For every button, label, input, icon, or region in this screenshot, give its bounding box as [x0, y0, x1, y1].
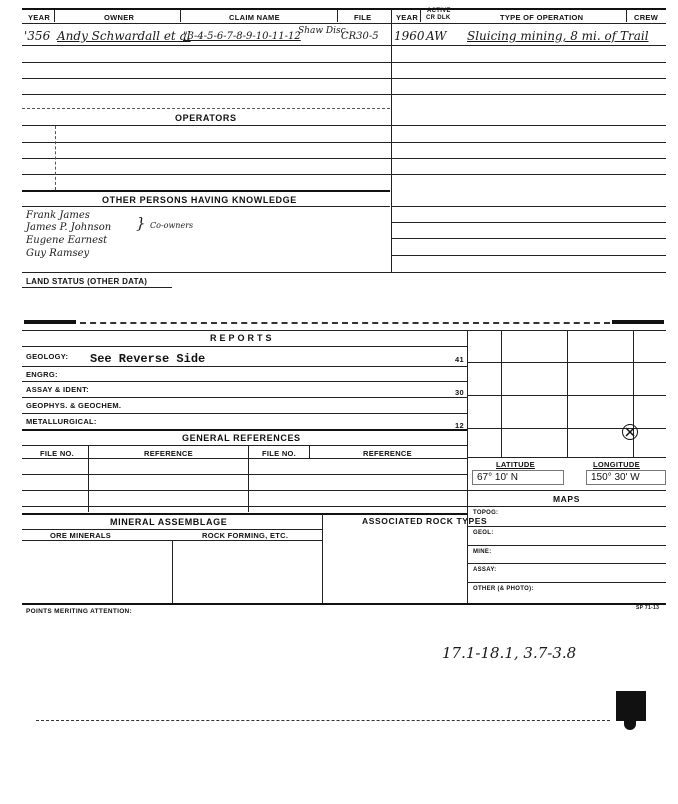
- geology-label: GEOLOGY:: [26, 352, 69, 361]
- row-line: [468, 563, 666, 564]
- row-line: [22, 206, 390, 207]
- land-status-label: LAND STATUS (OTHER DATA): [26, 277, 148, 286]
- row-line: [22, 366, 467, 367]
- divider: [337, 10, 338, 22]
- longitude-value: 150° 30' W: [586, 470, 666, 485]
- co-owners-note: Co-owners: [150, 221, 194, 230]
- entry-claims: "3-4-5-6-7-8-9-10-11-12: [183, 31, 301, 42]
- main-vertical-divider: [391, 10, 392, 272]
- row-line: [22, 94, 666, 95]
- ref-col-file-no: FILE NO.: [40, 449, 75, 458]
- brace-glyph: }: [136, 214, 146, 232]
- row-line: [22, 474, 467, 475]
- bottom-dashed-line: [36, 720, 610, 721]
- engrg-label: ENGRG:: [26, 370, 58, 379]
- person-name: James P. Johnson: [26, 222, 112, 233]
- scale-number: 12: [455, 421, 464, 430]
- section-line: [22, 190, 390, 192]
- maps-assay-label: ASSAY:: [473, 567, 497, 573]
- row-line: [468, 490, 666, 491]
- smudge-mark: [24, 320, 76, 324]
- grid-bottom-line: [468, 457, 666, 458]
- assay-ident-label: ASSAY & IDENT:: [26, 385, 89, 394]
- points-handwritten-note: 17.1-18.1, 3.7-3.8: [442, 644, 577, 662]
- general-references-title: GENERAL REFERENCES: [182, 433, 301, 443]
- maps-mine-label: MINE:: [473, 549, 492, 555]
- associated-rock-types-title: ASSOCIATED ROCK TYPES: [362, 516, 488, 526]
- bottom-line: [22, 603, 666, 605]
- person-name: Frank James: [26, 210, 90, 221]
- scale-number: 41: [455, 355, 464, 364]
- ref-col-file-no-2: FILE NO.: [262, 449, 297, 458]
- metallurgical-label: METALLURGICAL:: [26, 417, 97, 426]
- row-line: [22, 506, 467, 507]
- divider: [626, 10, 627, 22]
- entry-claim-note: Shaw Disc.: [298, 26, 349, 36]
- person-name: Guy Ramsey: [26, 248, 90, 259]
- row-line: [22, 158, 666, 159]
- operators-title: OPERATORS: [175, 113, 237, 123]
- row-line: [468, 582, 666, 583]
- row-line: [22, 529, 322, 530]
- section-line: [22, 513, 467, 515]
- row-line: [392, 222, 666, 223]
- grid-line: [468, 395, 666, 396]
- ref-divider: [309, 446, 310, 458]
- row-line: [22, 413, 467, 414]
- entry-operation: Sluicing mining, 8 mi. of Trail: [467, 29, 649, 43]
- col-header-cr-dlk: CR DLK: [426, 15, 451, 21]
- person-name: Eugene Earnest: [26, 235, 108, 246]
- ref-divider: [88, 446, 89, 512]
- row-line: [22, 78, 666, 79]
- row-line: [22, 490, 467, 491]
- row-line: [22, 174, 666, 175]
- divider: [180, 10, 181, 22]
- mineral-divider: [172, 540, 173, 603]
- col-header-year2: YEAR: [396, 13, 419, 22]
- ore-minerals-col: ORE MINERALS: [50, 531, 112, 540]
- header-underline: [22, 23, 666, 24]
- latitude-value: 67° 10' N: [472, 470, 564, 485]
- col-header-active: ACTIVE: [427, 8, 451, 14]
- ref-divider: [248, 446, 249, 512]
- col-header-claim-name: CLAIM NAME: [229, 13, 280, 22]
- row-line: [22, 125, 666, 126]
- other-persons-title: OTHER PERSONS HAVING KNOWLEDGE: [102, 195, 297, 205]
- entry-year2: 1960: [394, 29, 425, 43]
- black-mark-drip: [624, 720, 636, 730]
- mineral-divider: [322, 514, 323, 603]
- row-line: [468, 526, 666, 527]
- divider: [54, 10, 55, 22]
- reports-title: REPORTS: [210, 333, 275, 343]
- row-line: [468, 545, 666, 546]
- points-meriting-attention-label: POINTS MERITING ATTENTION:: [26, 608, 133, 615]
- row-line: [22, 62, 666, 63]
- row-line: [22, 397, 467, 398]
- row-line: [22, 108, 390, 109]
- land-status-underline: [22, 287, 172, 288]
- maps-topog-label: TOPOG:: [473, 510, 499, 516]
- row-line: [468, 506, 666, 507]
- row-line: [22, 272, 666, 273]
- geophys-label: GEOPHYS. & GEOCHEM.: [26, 401, 122, 410]
- rock-forming-col: ROCK FORMING, ETC.: [202, 531, 289, 540]
- row-line: [392, 238, 666, 239]
- entry-year: '356: [24, 29, 51, 43]
- row-line: [22, 142, 666, 143]
- separator-line: [80, 322, 610, 324]
- longitude-label: LONGITUDE: [593, 460, 640, 469]
- maps-geol-label: GEOL:: [473, 530, 494, 536]
- col-header-crew: CREW: [634, 13, 659, 22]
- col-header-type-of-operation: TYPE OF OPERATION: [500, 13, 584, 22]
- scale-number: 30: [455, 388, 464, 397]
- col-header-year: YEAR: [28, 13, 51, 22]
- operators-divider: [55, 126, 56, 190]
- col-header-file: FILE: [354, 13, 372, 22]
- latitude-label: LATITUDE: [496, 460, 535, 469]
- entry-status: AW: [426, 29, 447, 43]
- entry-owner: Andy Schwardall et al: [57, 29, 191, 43]
- row-line: [22, 458, 467, 459]
- section-line: [22, 429, 467, 431]
- ref-col-reference-2: REFERENCE: [363, 449, 412, 458]
- top-border: [22, 8, 666, 10]
- black-mark: [616, 691, 646, 721]
- grid-line: [468, 362, 666, 363]
- divider: [420, 10, 421, 22]
- maps-other-label: OTHER (& PHOTO):: [473, 586, 534, 592]
- grid-line: [567, 331, 568, 457]
- reports-top-line: [22, 330, 666, 331]
- grid-line: [501, 331, 502, 457]
- col-header-owner: OWNER: [104, 13, 135, 22]
- ref-col-reference: REFERENCE: [144, 449, 193, 458]
- geology-value: See Reverse Side: [90, 352, 206, 366]
- row-line: [22, 45, 666, 46]
- row-line: [392, 255, 666, 256]
- row-line: [392, 206, 666, 207]
- location-marker-icon: [622, 424, 638, 440]
- row-line: [22, 346, 467, 347]
- row-line: [22, 381, 467, 382]
- form-code: SP 71-13: [636, 605, 660, 611]
- smudge-mark: [612, 320, 664, 324]
- entry-file: CR30-5: [341, 31, 379, 42]
- maps-title: MAPS: [553, 494, 580, 504]
- mineral-assemblage-title: MINERAL ASSEMBLAGE: [110, 517, 228, 527]
